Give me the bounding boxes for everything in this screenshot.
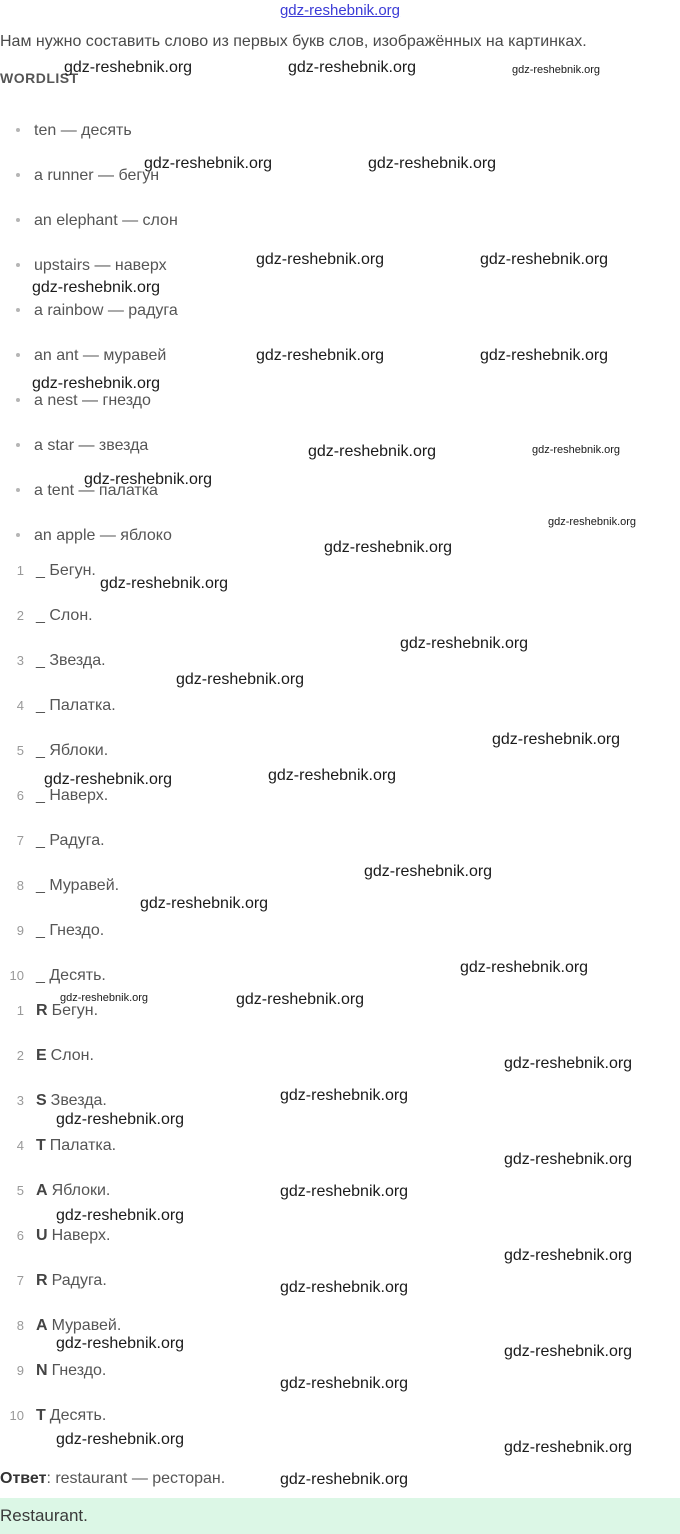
list-item: a tent — палатка	[16, 482, 158, 500]
list-item: 2 _ Слон.	[16, 607, 93, 624]
list-item: 10 T Десять.	[9, 1407, 107, 1424]
bullet-icon	[16, 308, 20, 312]
watermark: gdz-reshebnik.org	[280, 1183, 409, 1200]
list-item: 9 N Гнездо.	[16, 1362, 107, 1379]
watermark: gdz-reshebnik.org	[280, 1375, 409, 1392]
answer-label: Ответ	[0, 1470, 47, 1487]
list-item: 1 R Бегун.	[16, 1002, 99, 1019]
bullet-icon	[16, 128, 20, 132]
bullet-icon	[16, 533, 20, 537]
list-item: 6 _ Наверх.	[16, 787, 109, 804]
bullet-icon	[16, 488, 20, 492]
wordlist-title: WORDLIST	[0, 70, 79, 86]
watermark: gdz-reshebnik.org	[64, 59, 193, 76]
watermark: gdz-reshebnik.org	[504, 1151, 633, 1168]
watermark: gdz-reshebnik.org	[144, 155, 273, 172]
list-item: ten — десять	[16, 122, 132, 140]
list-item: a runner — бегун	[16, 167, 159, 185]
watermark: gdz-reshebnik.org	[480, 347, 609, 364]
watermark: gdz-reshebnik.org	[460, 959, 589, 976]
watermark: gdz-reshebnik.org	[140, 895, 269, 912]
list-item: 2 E Слон.	[16, 1047, 94, 1064]
watermark: gdz-reshebnik.org	[532, 444, 621, 456]
watermark: gdz-reshebnik.org	[56, 1207, 185, 1224]
watermark: gdz-reshebnik.org	[368, 155, 497, 172]
watermark: gdz-reshebnik.org	[84, 471, 213, 488]
watermark: gdz-reshebnik.org	[480, 251, 609, 268]
list-item: 3 S Звезда.	[16, 1092, 107, 1109]
watermark: gdz-reshebnik.org	[308, 443, 437, 460]
watermark: gdz-reshebnik.org	[100, 575, 229, 592]
watermark: gdz-reshebnik.org	[60, 992, 149, 1004]
list-item: an elephant — слон	[16, 212, 178, 230]
list-item: 3 _ Звезда.	[16, 652, 106, 669]
list-item: 10 _ Десять.	[9, 967, 106, 984]
watermark: gdz-reshebnik.org	[56, 1111, 185, 1128]
watermark: gdz-reshebnik.org	[324, 539, 453, 556]
watermark: gdz-reshebnik.org	[280, 1279, 409, 1296]
bullet-icon	[16, 218, 20, 222]
list-item: 9 _ Гнездо.	[16, 922, 105, 939]
watermark: gdz-reshebnik.org	[288, 59, 417, 76]
watermark: gdz-reshebnik.org	[236, 991, 365, 1008]
list-item: 8 _ Муравей.	[16, 877, 120, 894]
watermark: gdz-reshebnik.org	[504, 1439, 633, 1456]
list-item: 4 _ Палатка.	[16, 697, 116, 714]
list-item: a rainbow — радуга	[16, 302, 178, 320]
watermark: gdz-reshebnik.org	[44, 771, 173, 788]
list-item: upstairs — наверх	[16, 257, 167, 275]
list-item: 7 R Радуга.	[16, 1272, 107, 1289]
site-link[interactable]: gdz-reshebnik.org	[279, 2, 401, 19]
list-item: an apple — яблоко	[16, 527, 172, 545]
result-box	[0, 1498, 680, 1534]
watermark: gdz-reshebnik.org	[280, 1087, 409, 1104]
list-item: a star — звезда	[16, 437, 148, 455]
watermark: gdz-reshebnik.org	[492, 731, 621, 748]
intro-text: Нам нужно составить слово из первых букв слов, изображённых на картинках.	[0, 33, 587, 50]
watermark: gdz-reshebnik.org	[504, 1343, 633, 1360]
bullet-icon	[16, 443, 20, 447]
bullet-icon	[16, 263, 20, 267]
bullet-icon	[16, 398, 20, 402]
list-item: 4 T Палатка.	[16, 1137, 117, 1154]
watermark: gdz-reshebnik.org	[56, 1335, 185, 1352]
watermark: gdz-reshebnik.org	[256, 251, 385, 268]
watermark: gdz-reshebnik.org	[548, 516, 637, 528]
list-item: 5 _ Яблоки.	[16, 742, 109, 759]
watermark: gdz-reshebnik.org	[504, 1055, 633, 1072]
watermark: gdz-reshebnik.org	[32, 375, 161, 392]
list-item: 5 A Яблоки.	[16, 1182, 111, 1199]
list-item: 6 U Наверх.	[16, 1227, 111, 1244]
bullet-icon	[16, 173, 20, 177]
list-item: 8 A Муравей.	[16, 1317, 122, 1334]
bullet-icon	[16, 353, 20, 357]
watermark: gdz-reshebnik.org	[280, 1471, 409, 1488]
watermark: gdz-reshebnik.org	[400, 635, 529, 652]
watermark: gdz-reshebnik.org	[176, 671, 305, 688]
list-item: 7 _ Радуга.	[16, 832, 105, 849]
list-item: an ant — муравей	[16, 347, 166, 365]
answer-line	[0, 1470, 225, 1488]
answer-text: : restaurant — ресторан.	[46, 1470, 226, 1487]
watermark: gdz-reshebnik.org	[268, 767, 397, 784]
watermark: gdz-reshebnik.org	[32, 279, 161, 296]
watermark: gdz-reshebnik.org	[256, 347, 385, 364]
watermark: gdz-reshebnik.org	[56, 1431, 185, 1448]
list-item: a nest — гнездо	[16, 392, 151, 410]
watermark: gdz-reshebnik.org	[364, 863, 493, 880]
watermark: gdz-reshebnik.org	[512, 64, 601, 76]
watermark: gdz-reshebnik.org	[504, 1247, 633, 1264]
result-text: Restaurant.	[0, 1506, 88, 1525]
list-item: 1 _ Бегун.	[16, 562, 96, 579]
